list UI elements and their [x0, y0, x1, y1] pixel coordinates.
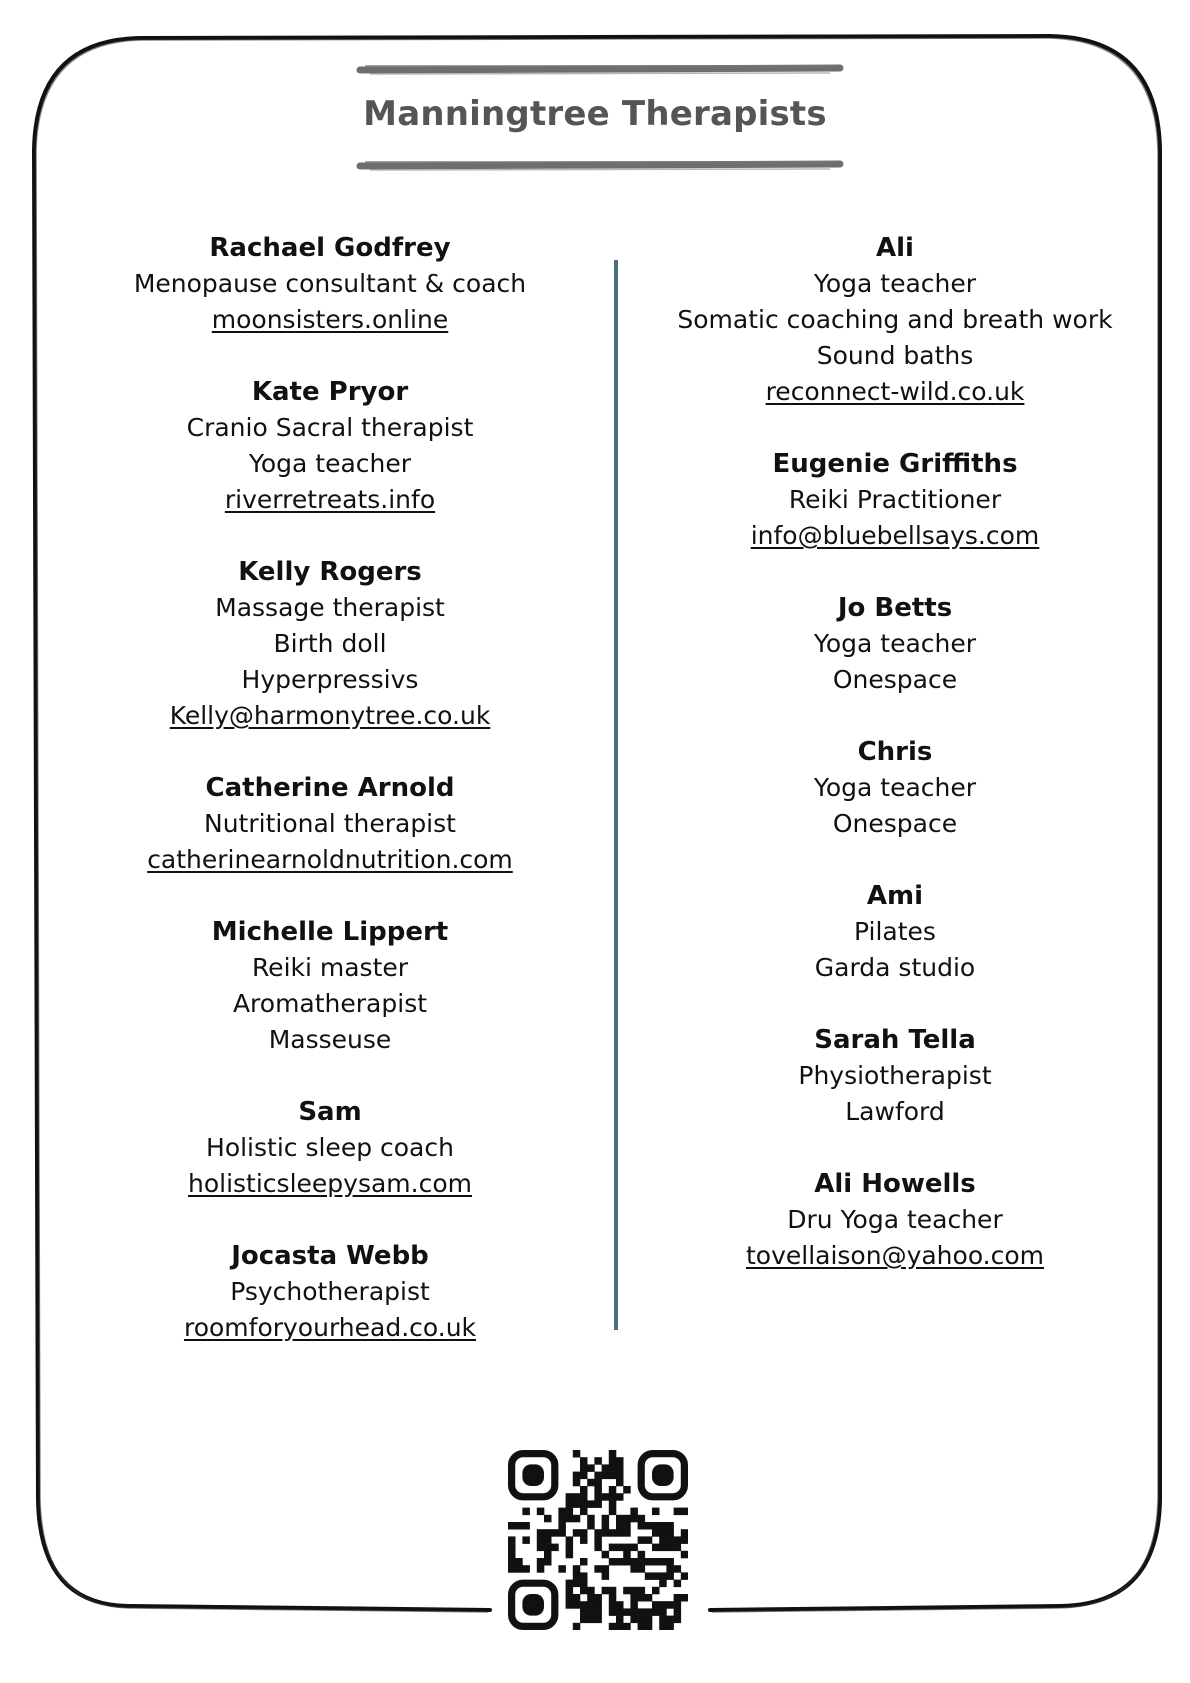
therapist-entry: [640, 230, 1150, 410]
therapist-link[interactable]: reconnect-wild.co.uk: [765, 377, 1025, 406]
therapist-service: Yoga teacher: [248, 449, 412, 478]
therapist-name: Sam: [298, 1097, 362, 1127]
therapist-link[interactable]: tovellaison@yahoo.com: [745, 1241, 1045, 1270]
therapist-link[interactable]: holisticsleepysam.com: [188, 1169, 472, 1198]
therapist-name: Chris: [857, 737, 933, 767]
therapist-entry: [100, 770, 560, 878]
therapist-entry: [100, 230, 560, 338]
therapist-entry: [640, 734, 1150, 842]
therapist-service: Pilates: [854, 917, 936, 946]
right-column: [640, 230, 1150, 1310]
therapist-service: Nutritional therapist: [204, 809, 456, 838]
left-column: [100, 230, 560, 1382]
therapist-entry: [100, 914, 560, 1058]
therapist-service: Onespace: [832, 665, 958, 694]
therapist-service: Massage therapist: [215, 593, 445, 622]
therapist-service: Cranio Sacral therapist: [186, 413, 474, 442]
therapist-link[interactable]: catherinearnoldnutrition.com: [147, 845, 513, 874]
therapist-entry: [100, 1094, 560, 1202]
therapist-link[interactable]: roomforyourhead.co.uk: [183, 1313, 477, 1342]
therapist-service: Onespace: [832, 809, 958, 838]
therapist-entry: [640, 446, 1150, 554]
therapist-entry: [640, 1166, 1150, 1274]
therapist-service: Hyperpressivs: [241, 665, 419, 694]
therapist-entry: [100, 554, 560, 734]
page-title: Manningtree Therapists: [363, 94, 827, 134]
therapist-name: Kelly Rogers: [238, 557, 422, 587]
therapist-service: Garda studio: [814, 953, 976, 982]
therapist-service: Reiki Practitioner: [788, 485, 1002, 514]
therapist-service: Holistic sleep coach: [206, 1133, 454, 1162]
therapist-service: Yoga teacher: [813, 629, 977, 658]
therapist-name: Sarah Tella: [814, 1025, 976, 1055]
therapist-entry: [640, 878, 1150, 986]
therapist-link[interactable]: info@bluebellsays.com: [750, 521, 1040, 550]
therapist-service: Yoga teacher: [813, 269, 977, 298]
therapist-entry: [100, 1238, 560, 1346]
therapist-name: Ali: [876, 233, 914, 263]
therapist-service: Lawford: [845, 1097, 945, 1126]
therapist-entry: [100, 374, 560, 518]
therapist-service: Reiki master: [251, 953, 409, 982]
therapist-link[interactable]: riverretreats.info: [224, 485, 436, 514]
therapist-name: Ali Howells: [814, 1169, 976, 1199]
title-brush-top: [360, 66, 840, 74]
therapist-name: Catherine Arnold: [205, 773, 455, 803]
therapist-service: Menopause consultant & coach: [133, 269, 527, 298]
column-divider: [614, 260, 618, 1330]
therapist-entry: [640, 590, 1150, 698]
therapist-name: Kate Pryor: [251, 377, 409, 407]
therapist-service: Birth doll: [273, 629, 387, 658]
qr-code[interactable]: [508, 1450, 688, 1630]
therapist-link[interactable]: moonsisters.online: [211, 305, 449, 334]
therapist-link[interactable]: Kelly@harmonytree.co.uk: [169, 701, 491, 730]
therapist-name: Eugenie Griffiths: [772, 449, 1018, 479]
therapist-service: Dru Yoga teacher: [787, 1205, 1003, 1234]
therapist-name: Michelle Lippert: [211, 917, 449, 947]
therapist-service: Physiotherapist: [798, 1061, 992, 1090]
therapist-service: Masseuse: [268, 1025, 392, 1054]
therapist-entry: [640, 1022, 1150, 1130]
therapist-service: Somatic coaching and breath work: [677, 305, 1113, 334]
therapist-service: Sound baths: [816, 341, 974, 370]
therapist-service: Yoga teacher: [813, 773, 977, 802]
therapist-name: Jocasta Webb: [231, 1241, 429, 1271]
title-brush-bottom: [360, 162, 840, 170]
therapist-name: Ami: [866, 881, 924, 911]
therapist-name: Jo Betts: [837, 593, 953, 623]
therapist-service: Aromatherapist: [232, 989, 428, 1018]
therapist-name: Rachael Godfrey: [209, 233, 451, 263]
therapist-service: Psychotherapist: [230, 1277, 430, 1306]
